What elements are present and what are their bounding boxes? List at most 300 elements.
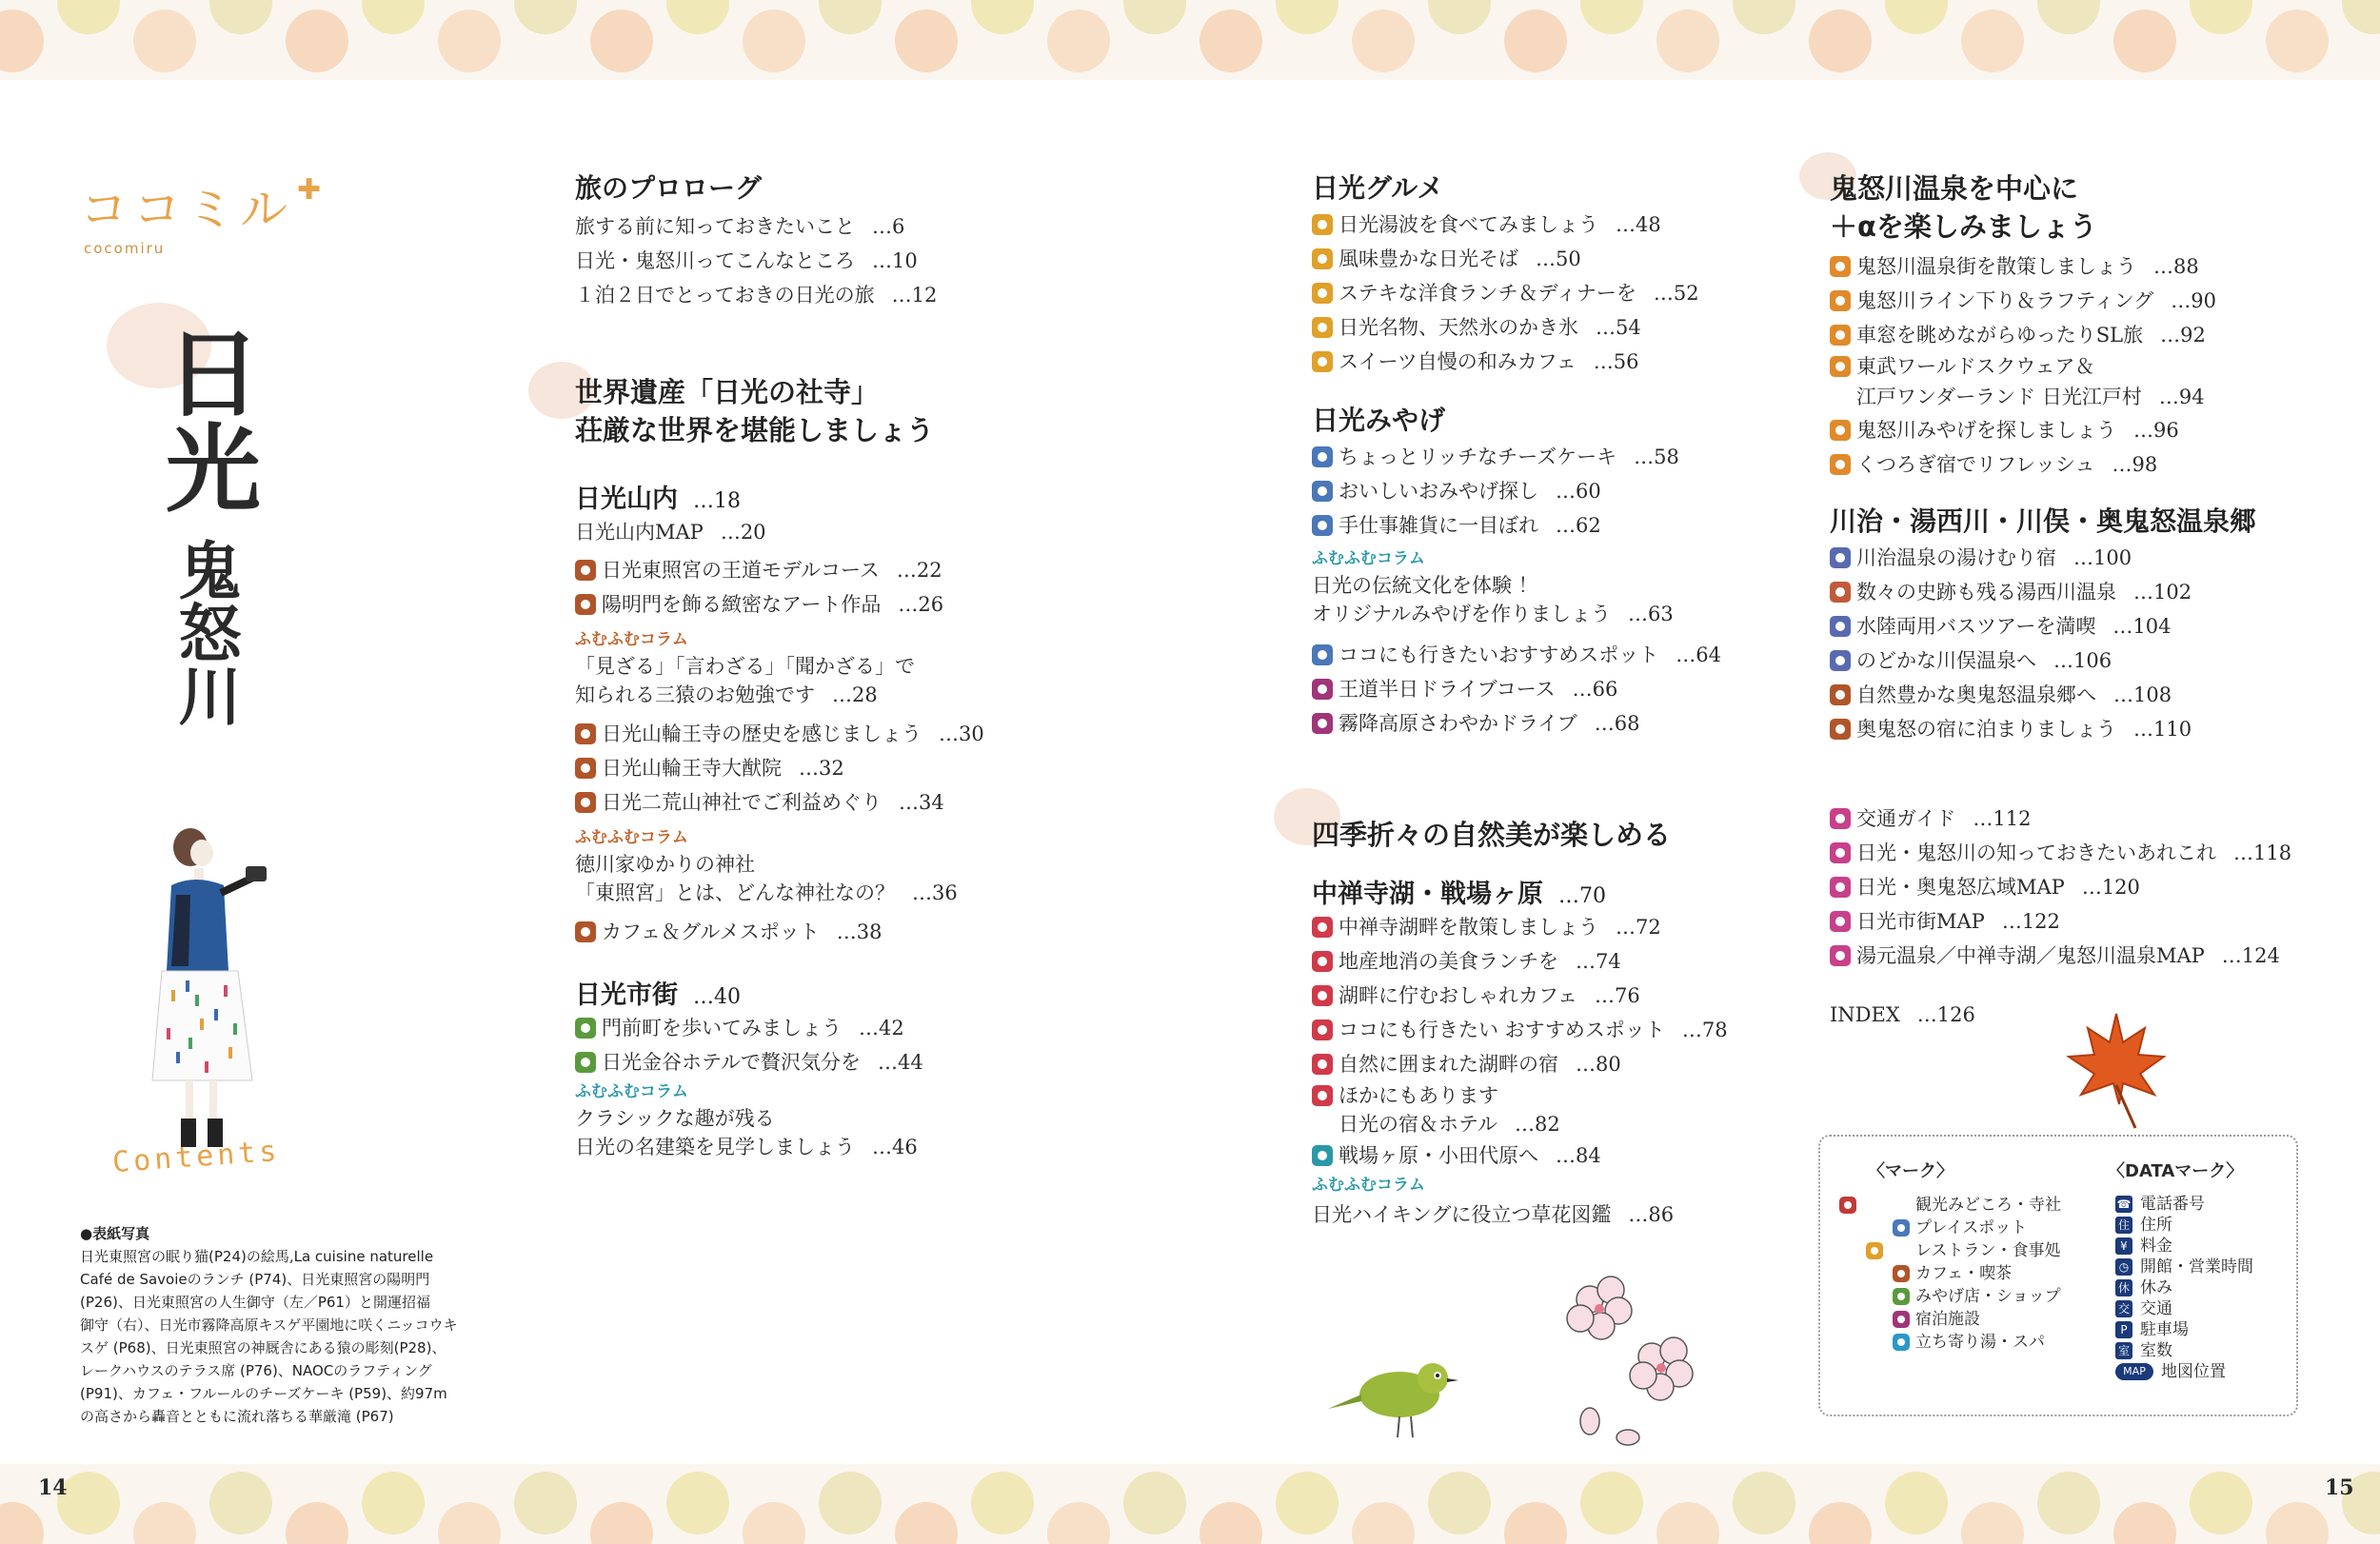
prologue-item-text: 旅する前に知っておきたいこと xyxy=(575,215,855,238)
decorative-dot xyxy=(286,10,348,72)
column-a-line-2[interactable] xyxy=(575,681,1108,709)
column-a-line-1: 「見ざる」「言わざる」「聞かざる」で xyxy=(575,655,915,678)
legend-mark-item xyxy=(1839,1217,2061,1239)
column-label-c: ふむふむコラム xyxy=(575,1082,688,1101)
guide-item[interactable] xyxy=(1830,802,2344,836)
sannai-map-text: 日光山内MAP xyxy=(575,521,704,544)
prologue-item[interactable] xyxy=(575,209,1108,244)
category-icon xyxy=(1312,283,1333,304)
contents-label: Contents xyxy=(110,1134,282,1180)
gourmet-item-page: …54 xyxy=(1596,316,1641,339)
kinugawa-item[interactable] xyxy=(1830,284,2344,318)
legend-data-label: 交通 xyxy=(2140,1299,2172,1318)
legend-data-symbol: 室 xyxy=(2115,1342,2132,1359)
rinnoji-item[interactable] xyxy=(575,751,1108,785)
decorative-dot xyxy=(895,1502,958,1544)
category-icon xyxy=(1312,214,1333,235)
bird-illustration xyxy=(1323,1342,1476,1447)
category-icon xyxy=(1830,582,1851,603)
legend-data-label: 開館・営業時間 xyxy=(2140,1257,2253,1277)
rinnoji-item-text: 日光二荒山神社でご利益めぐり xyxy=(602,791,882,814)
spot-item[interactable] xyxy=(1312,672,1807,706)
cover-note-line: 日光東照宮の眠り猫(P24)の絵馬,La cuisine naturelle xyxy=(80,1248,434,1265)
decorative-dot xyxy=(2342,0,2380,34)
kinugawa-b-item-text: くつろぎ宿でリフレッシュ xyxy=(1856,453,2095,476)
legend-mark-icon xyxy=(1866,1242,1883,1259)
guide-item-page: …120 xyxy=(2081,876,2140,899)
gourmet-item-page: …50 xyxy=(1536,247,1581,270)
decorative-dot xyxy=(2037,1472,2100,1534)
tobu-line-1[interactable] xyxy=(1830,352,2344,381)
decorative-dot xyxy=(362,0,425,34)
gourmet-item-page: …48 xyxy=(1616,213,1661,236)
kawaji-item[interactable] xyxy=(1830,643,2344,678)
tobu-text-1: 東武ワールドスクウェア＆ xyxy=(1856,355,2095,378)
decorative-dot xyxy=(1276,0,1339,34)
guide-item-page: …124 xyxy=(2221,944,2280,967)
decorative-dot xyxy=(1047,1502,1110,1544)
rinnoji-item-page: …32 xyxy=(799,757,844,780)
cafe-icon xyxy=(575,921,596,942)
prologue-item-page: …10 xyxy=(872,249,918,272)
title-main: 日光 xyxy=(149,324,262,514)
category-icon xyxy=(1830,325,1851,346)
rinnoji-item[interactable] xyxy=(575,717,1108,751)
chuzenji-item-text: 中禅寺湖畔を散策しましょう xyxy=(1339,916,1598,939)
heritage-section xyxy=(575,373,1108,1161)
sannai-item-page: …26 xyxy=(898,593,944,616)
sparkle-icon: ✚ xyxy=(297,173,322,207)
decorative-dot xyxy=(1733,0,1795,34)
miyage-item[interactable] xyxy=(1312,474,1807,508)
spot-item-text: 霧降高原さわやかドライブ xyxy=(1339,712,1577,735)
heritage-heading-1: 世界遺産「日光の社寺」 xyxy=(575,376,880,408)
gourmet-item-text: ステキな洋食ランチ＆ディナーを xyxy=(1339,282,1636,305)
sakura-illustration xyxy=(1552,1271,1714,1452)
chuzenji-item[interactable] xyxy=(1312,979,1807,1013)
miyage-heading: 日光みやげ xyxy=(1312,405,1446,436)
rinnoji-item-text: 日光山輪王寺大猷院 xyxy=(602,757,782,780)
brand-logo-sub: cocomiru xyxy=(84,240,166,257)
legend-box xyxy=(1818,1135,2298,1416)
legend-data-item xyxy=(2115,1215,2253,1236)
shigai-item[interactable] xyxy=(575,1045,1108,1079)
cafe-spot-text: カフェ＆グルメスポット xyxy=(602,920,820,943)
column-c-text-2: 日光の名建築を見学しましょう xyxy=(575,1136,855,1158)
decorative-dot xyxy=(1200,10,1262,72)
decorative-dot xyxy=(2113,10,2176,72)
rinnoji-item-page: …30 xyxy=(939,723,984,745)
legend-data-item xyxy=(2115,1277,2253,1298)
guide-item[interactable] xyxy=(1830,939,2344,973)
legend-data-symbol: ◷ xyxy=(2115,1258,2132,1276)
tobu-text-2: 江戸ワンダーランド 日光江戸村 xyxy=(1856,386,2142,408)
chuzenji-item[interactable] xyxy=(1312,910,1807,944)
gourmet-item-page: …56 xyxy=(1593,350,1639,373)
column-c-line-2[interactable] xyxy=(575,1133,1108,1161)
kinugawa-item-text: 鬼怒川ライン下り＆ラフティング xyxy=(1856,289,2154,312)
column-c-line-1: クラシックな趣が残る xyxy=(575,1107,775,1130)
decorative-dot xyxy=(209,0,272,34)
rinnoji-item[interactable] xyxy=(575,785,1108,820)
guide-item[interactable] xyxy=(1830,904,2344,939)
guide-item[interactable] xyxy=(1830,836,2344,870)
cover-note-line: スゲ (P68)、日光東照宮の神厩舎にある猿の彫刻(P28)、 xyxy=(80,1339,446,1356)
guide-item-text: 交通ガイド xyxy=(1856,807,1956,830)
page-number-right: 15 xyxy=(2325,1475,2354,1500)
decorative-dot xyxy=(1656,1502,1719,1544)
legend-data-symbol: ¥ xyxy=(2115,1237,2132,1255)
decorative-dot xyxy=(1656,10,1719,72)
guide-item-text: 日光・奥鬼怒広域MAP xyxy=(1856,876,2065,899)
decorative-dot xyxy=(1580,0,1643,34)
chuzenji-item-page: …74 xyxy=(1576,950,1621,973)
category-icon xyxy=(1830,808,1851,829)
tobu-page: …94 xyxy=(2158,386,2205,408)
legend-mark-label: レストラン・食事処 xyxy=(1915,1241,2061,1260)
sannai-item[interactable] xyxy=(575,587,1108,622)
legend-mark-item xyxy=(1839,1285,2061,1308)
hotel-icon xyxy=(1312,1085,1333,1106)
decorative-dot xyxy=(438,1502,501,1544)
maple-leaf-illustration xyxy=(2064,1009,2169,1133)
chuzenji-page[interactable]: …70 xyxy=(1558,884,1606,908)
cover-note-line: 御守（右）、日光市霧降高原キスゲ平園地に咲くニッコウキ xyxy=(80,1316,458,1334)
decorative-dot xyxy=(1276,1472,1339,1534)
decorative-dot xyxy=(133,1502,196,1544)
tobu-line-2[interactable] xyxy=(1830,381,2344,413)
chuzenji-item[interactable] xyxy=(1312,944,1807,979)
legend-mark-icon xyxy=(1893,1219,1910,1237)
hoka-line-1[interactable] xyxy=(1312,1081,1807,1110)
category-icon xyxy=(1830,616,1851,637)
spot-item-text: 王道半日ドライブコース xyxy=(1339,678,1556,701)
decorative-dot xyxy=(971,1472,1034,1534)
decorative-dot xyxy=(1428,1472,1491,1534)
legend-data-label: 地図位置 xyxy=(2161,1362,2226,1381)
kawaji-item-text: 数々の史跡も残る湯西川温泉 xyxy=(1856,581,2116,604)
cover-note-line: レークハウスのテラス席 (P76)、NAOCのラフティング xyxy=(80,1362,432,1379)
kinugawa-item-text: 車窓を眺めながらゆったりSL旅 xyxy=(1856,324,2144,346)
rinnoji-item-text: 日光山輪王寺の歴史を感じましょう xyxy=(602,723,922,745)
gourmet-item[interactable] xyxy=(1312,310,1807,345)
prologue-item[interactable] xyxy=(575,278,1108,312)
chuzenji-item-text: 湖畔に佇むおしゃれカフェ xyxy=(1339,984,1577,1007)
guide-item[interactable] xyxy=(1830,870,2344,904)
column-label-2b: ふむふむコラム xyxy=(1312,1176,1425,1195)
shigai-item-text: 日光金谷ホテルで贅沢気分を xyxy=(602,1051,861,1074)
chuzenji-item[interactable] xyxy=(1312,1047,1807,1081)
sannai-page[interactable]: …18 xyxy=(693,489,741,513)
kinugawa-heading-2: ＋αを楽しみましょう xyxy=(1830,210,2097,243)
legend-mark-icon xyxy=(1893,1311,1910,1328)
spot-item[interactable] xyxy=(1312,706,1807,741)
kinugawa-item[interactable] xyxy=(1830,318,2344,352)
category-icon xyxy=(575,1052,596,1073)
cover-note-heading: ●表紙写真 xyxy=(80,1225,150,1242)
column-b-text-2: 「東照宮」とは、どんな神社なの？ xyxy=(575,881,895,904)
miyage-item[interactable] xyxy=(1312,440,1807,474)
kinugawa-item-text: 鬼怒川温泉街を散策しましょう xyxy=(1856,255,2136,278)
decorative-dot xyxy=(2190,1472,2252,1534)
decorative-dot xyxy=(1733,1472,1795,1534)
decorative-dot xyxy=(1352,10,1415,72)
sannai-item-text: 陽明門を飾る緻密なアート作品 xyxy=(602,593,882,616)
decorative-dot xyxy=(1809,10,1872,72)
legend-data-symbol: ☎ xyxy=(2116,1198,2132,1211)
index-text: INDEX xyxy=(1830,1003,1900,1026)
chuzenji-item-text: ココにも行きたい おすすめスポット xyxy=(1339,1019,1665,1041)
decorative-dot xyxy=(1885,1472,1948,1534)
legend-data-item xyxy=(2115,1340,2253,1361)
cover-note-line: (P91)、カフェ・フルールのチーズケーキ (P59)、約97m xyxy=(80,1385,447,1402)
sannai-title xyxy=(575,478,1108,515)
guide-item-text: 湯元温泉／中禅寺湖／鬼怒川温泉MAP xyxy=(1856,944,2205,967)
kawaji-heading: 川治・湯西川・川俣・奥鬼怒温泉郷 xyxy=(1830,505,2257,537)
category-icon xyxy=(1312,317,1333,338)
category-icon xyxy=(1312,679,1333,700)
decorative-dot xyxy=(57,0,120,34)
decorative-dot xyxy=(1200,1502,1262,1544)
decorative-dot xyxy=(1504,10,1567,72)
decorative-dot xyxy=(666,0,729,34)
column-label: ふむふむコラム xyxy=(575,630,688,649)
prologue-item[interactable] xyxy=(575,244,1108,278)
miyage-item[interactable] xyxy=(1312,508,1807,543)
decorative-dot xyxy=(1504,1502,1567,1544)
legend-data-label: 室数 xyxy=(2140,1341,2172,1360)
category-icon xyxy=(1312,248,1333,269)
legend-data-symbol: 交 xyxy=(2115,1300,2132,1317)
column-a-text-2: 知られる三猿のお勉強です xyxy=(575,683,815,706)
shigai-item[interactable] xyxy=(575,1011,1108,1045)
category-icon xyxy=(1312,985,1333,1006)
category-icon xyxy=(1312,1054,1333,1075)
senjo-line[interactable] xyxy=(1312,1138,1807,1173)
legend-mark-item xyxy=(1839,1239,2061,1262)
category-icon xyxy=(575,758,596,779)
col2-column-b-text: 日光ハイキングに役立つ草花図鑑 xyxy=(1312,1203,1612,1226)
column-b-line-1: 徳川家ゆかりの神社 xyxy=(575,853,755,876)
column-label-b: ふむふむコラム xyxy=(575,828,688,847)
kawaji-item[interactable] xyxy=(1830,609,2344,643)
kinugawa-b-item[interactable] xyxy=(1830,447,2344,482)
legend-data-label: 料金 xyxy=(2140,1237,2172,1256)
category-icon xyxy=(1830,420,1851,441)
decorative-dot xyxy=(895,10,958,72)
sannai-item[interactable] xyxy=(575,553,1108,587)
decorative-dot xyxy=(666,1472,729,1534)
kawaji-item-page: …110 xyxy=(2133,718,2192,741)
category-icon xyxy=(575,1018,596,1039)
category-icon xyxy=(1312,1019,1333,1040)
shigai-page[interactable]: …40 xyxy=(693,985,741,1009)
seasons-section xyxy=(1312,816,1807,1232)
category-icon xyxy=(1312,951,1333,972)
legend-mark-label: 立ち寄り湯・スパ xyxy=(1915,1333,2045,1352)
kawaji-item-page: …106 xyxy=(2053,649,2112,672)
legend-mark-icon xyxy=(1893,1265,1910,1282)
kinugawa-b-item-page: …96 xyxy=(2133,419,2179,442)
shigai-item-text: 門前町を歩いてみましょう xyxy=(602,1017,842,1039)
decorative-dot xyxy=(1809,1502,1872,1544)
decorative-dot xyxy=(514,1472,577,1534)
decorative-dot xyxy=(1047,10,1110,72)
kinugawa-b-item[interactable] xyxy=(1830,413,2344,447)
senjo-text: 戦場ヶ原・小田代原へ xyxy=(1339,1144,1538,1167)
category-icon xyxy=(1830,842,1851,863)
decorative-dot xyxy=(743,1502,805,1544)
category-icon xyxy=(1830,945,1851,966)
spot-item[interactable] xyxy=(1312,638,1807,672)
legend-mark-item xyxy=(1839,1194,2061,1217)
kinugawa-heading-1: 鬼怒川温泉を中心に xyxy=(1830,172,2079,205)
legend-data-symbol: MAP xyxy=(2115,1363,2153,1380)
col2-column-a-page: …63 xyxy=(1627,603,1674,625)
decorative-dot xyxy=(819,0,882,34)
legend-mark-title: 〈マーク〉 xyxy=(1868,1161,1954,1181)
hoka-text-2: 日光の宿＆ホテル xyxy=(1339,1113,1497,1136)
column-b-page: …36 xyxy=(912,881,958,904)
miyage-item-text: 手仕事雑貨に一目ぼれ xyxy=(1339,514,1538,537)
kawaji-item-page: …108 xyxy=(2113,683,2172,706)
kawaji-item[interactable] xyxy=(1830,712,2344,746)
legend-mark-icon xyxy=(1893,1334,1910,1351)
category-icon xyxy=(575,792,596,813)
shigai-item-page: …44 xyxy=(877,1051,923,1074)
woman-illustration xyxy=(133,828,276,1152)
decorative-dot xyxy=(2266,10,2329,72)
chuzenji-title-text: 中禅寺湖・戦場ヶ原 xyxy=(1312,880,1543,909)
legend-mark-item xyxy=(1839,1262,2061,1285)
chuzenji-item-text: 地産地消の美食ランチを xyxy=(1339,950,1558,973)
cover-note-line: (P26)、日光東照宮の人生御守（左／P61）と開運招福 xyxy=(80,1294,430,1311)
miyage-item-text: ちょっとリッチなチーズケーキ xyxy=(1339,445,1617,468)
sannai-item-page: …22 xyxy=(896,559,942,582)
decorative-dot xyxy=(819,1472,882,1534)
category-icon xyxy=(1830,547,1851,568)
decorative-dot xyxy=(514,0,577,34)
column-3 xyxy=(1830,169,2344,1032)
kinugawa-item[interactable] xyxy=(1830,249,2344,284)
col2-column-a-text-2: オリジナルみやげを作りましょう xyxy=(1312,603,1611,625)
gourmet-item[interactable] xyxy=(1312,242,1807,276)
gourmet-item[interactable] xyxy=(1312,276,1807,310)
decorative-dot xyxy=(590,1502,653,1544)
chuzenji-item[interactable] xyxy=(1312,1013,1807,1047)
hoka-page: …82 xyxy=(1514,1113,1560,1136)
kawaji-item-page: …104 xyxy=(2112,615,2172,638)
hoka-text-1: ほかにもあります xyxy=(1339,1084,1498,1107)
decorative-dot xyxy=(2266,1502,2329,1544)
kinugawa-item-page: …92 xyxy=(2160,324,2206,346)
decorative-dot xyxy=(1352,1502,1415,1544)
column-2 xyxy=(1312,169,1807,741)
kawaji-item[interactable] xyxy=(1830,678,2344,712)
kawaji-item-text: 自然豊かな奥鬼怒温泉郷へ xyxy=(1856,683,2096,706)
decorative-dot xyxy=(1885,0,1948,34)
decorative-dot xyxy=(209,1472,272,1534)
kawaji-item-text: 川治温泉の湯けむり宿 xyxy=(1856,546,2056,569)
gourmet-item-text: 日光名物、天然氷のかき氷 xyxy=(1339,316,1578,339)
legend-data-item xyxy=(2115,1236,2253,1257)
category-icon xyxy=(1830,911,1851,932)
legend-mark-label: 宿泊施設 xyxy=(1915,1310,1980,1329)
legend-data-symbol: P xyxy=(2115,1321,2132,1338)
legend-data-title: 〈DATAマーク〉 xyxy=(2108,1161,2244,1181)
category-icon xyxy=(1830,719,1851,740)
index-page: …126 xyxy=(1916,1003,1975,1026)
bottom-dot-band xyxy=(0,1464,2380,1544)
decorative-dot xyxy=(1580,1472,1643,1534)
gourmet-item[interactable] xyxy=(1312,345,1807,379)
seasons-heading: 四季折々の自然美が楽しめる xyxy=(1312,819,1672,851)
category-icon xyxy=(1312,713,1333,734)
kawaji-item-text: 奥鬼怒の宿に泊まりましょう xyxy=(1856,718,2116,741)
sannai-map-line[interactable] xyxy=(575,515,1108,549)
legend-data-symbol: 住 xyxy=(2115,1217,2132,1234)
shigai-item-page: …42 xyxy=(859,1017,904,1039)
hoka-line-2[interactable] xyxy=(1312,1110,1807,1138)
decorative-dot xyxy=(0,10,44,72)
decorative-dot xyxy=(1961,10,2024,72)
legend-mark-icon xyxy=(1839,1197,1856,1214)
gourmet-item[interactable] xyxy=(1312,208,1807,242)
gourmet-heading: 日光グルメ xyxy=(1312,172,1444,204)
column-b-line-2[interactable] xyxy=(575,879,1108,907)
category-icon xyxy=(1312,917,1333,938)
decorative-dot xyxy=(362,1472,425,1534)
sannai-item-text: 日光東照宮の王道モデルコース xyxy=(602,559,880,582)
top-dot-band xyxy=(0,0,2380,80)
legend-data-item xyxy=(2115,1298,2253,1319)
category-icon xyxy=(1830,650,1851,671)
col2-column-b-line[interactable] xyxy=(1312,1198,1807,1232)
category-icon xyxy=(1830,256,1851,277)
cafe-spot-line[interactable] xyxy=(575,915,1108,949)
spot-item-text: ココにも行きたいおすすめスポット xyxy=(1339,643,1659,666)
col2-column-a-line-2[interactable] xyxy=(1312,600,1807,628)
kawaji-item[interactable] xyxy=(1830,541,2344,575)
legend-data-symbol: 休 xyxy=(2115,1279,2132,1297)
decorative-dot xyxy=(1123,1472,1186,1534)
category-icon xyxy=(1312,481,1333,502)
shigai-title-text: 日光市街 xyxy=(575,980,678,1010)
legend-mark-item xyxy=(1839,1331,2061,1354)
legend-data-label: 休み xyxy=(2140,1278,2172,1297)
col2-column-a-line-1: 日光の伝統文化を体験 ！ xyxy=(1312,574,1538,597)
cover-note-line: の高さから轟音とともに流れ落ちる華厳滝 (P67) xyxy=(80,1408,394,1425)
page-number-left: 14 xyxy=(38,1475,68,1500)
sannai-title-text: 日光山内 xyxy=(575,485,678,514)
decorative-dot xyxy=(438,10,501,72)
miyage-item-page: …60 xyxy=(1556,480,1601,503)
kawaji-item[interactable] xyxy=(1830,575,2344,609)
decorative-dot xyxy=(590,10,653,72)
legend-data-label: 電話番号 xyxy=(2140,1195,2205,1214)
column-label-2a: ふむふむコラム xyxy=(1312,549,1425,568)
legend-data-label: 駐車場 xyxy=(2140,1320,2189,1339)
cover-note-line: Café de Savoieのランチ (P74)、日光東照宮の陽明門 xyxy=(80,1271,430,1288)
decorative-dot xyxy=(1428,0,1491,34)
category-icon xyxy=(1312,351,1333,372)
legend-mark-label: 観光みどころ・寺社 xyxy=(1915,1196,2061,1215)
guide-item-text: 日光・鬼怒川の知っておきたいあれこれ xyxy=(1856,841,2216,864)
prologue-heading: 旅のプロローグ xyxy=(575,172,763,204)
sannai-map-page: …20 xyxy=(720,521,766,544)
legend-data-item xyxy=(2115,1361,2253,1382)
legend-mark-label: プレイスポット xyxy=(1915,1218,2028,1237)
